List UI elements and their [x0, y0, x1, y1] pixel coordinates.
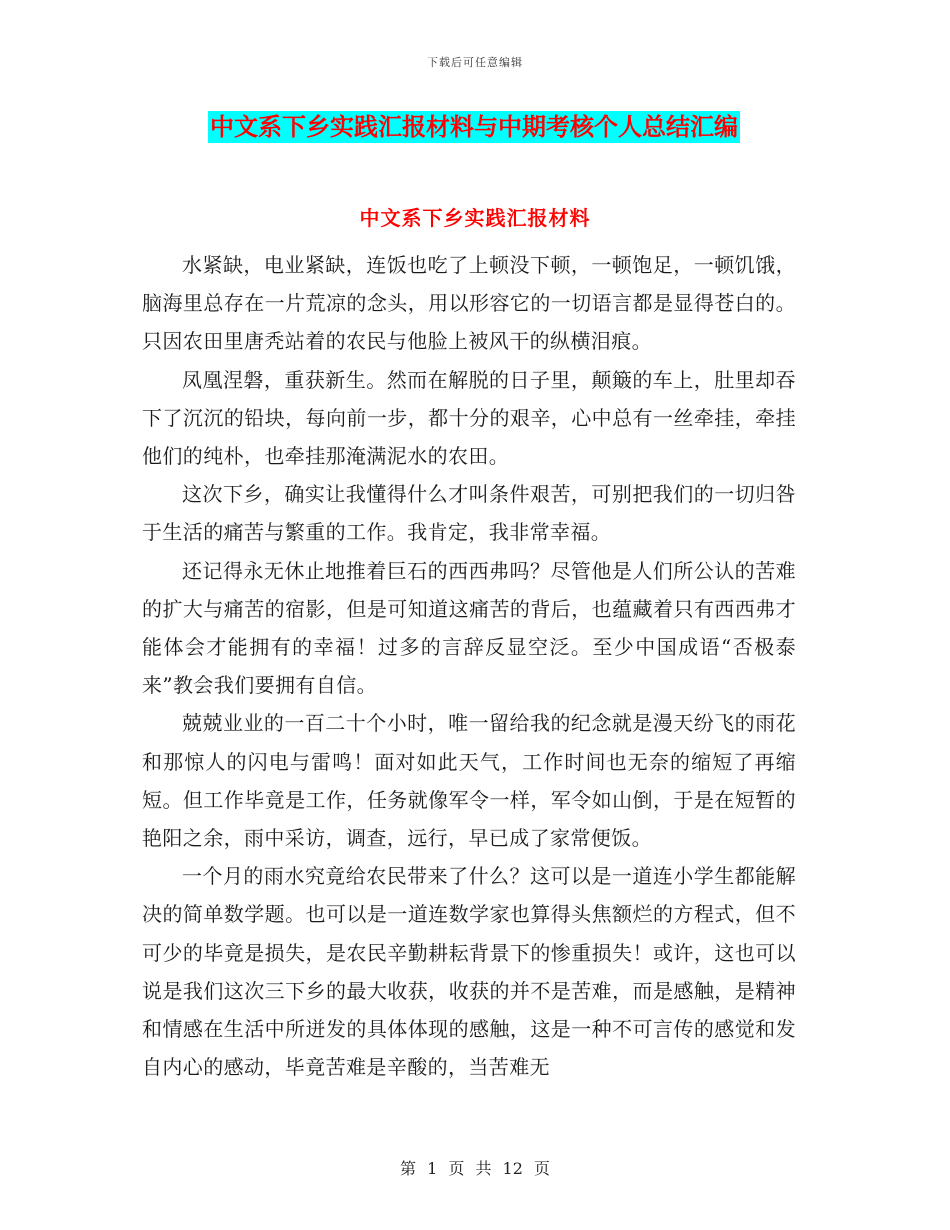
section-title: 中文系下乡实践汇报材料 — [359, 206, 591, 230]
body-paragraph: 这次下乡，确实让我懂得什么才叫条件艰苦，可别把我们的一切归咎于生活的痛苦与繁重的工作。我肯定，我非常幸福。 — [142, 482, 796, 545]
document-body — [142, 246, 796, 1086]
body-paragraph: 凤凰涅磐，重获新生。然而在解脱的日子里，颠簸的车上，肚里却吞下了沉沉的铅块，每向前一步，都十分的艰辛，心中总有一丝牵挂，牵挂他们的纯朴，也牵挂那淹满泥水的农田。 — [142, 367, 796, 469]
page-number-footer: 第 1 页 共 12 页 — [400, 1159, 550, 1178]
document-title: 中文系下乡实践汇报材料与中期考核个人总结汇编 — [210, 113, 738, 141]
body-paragraph: 水紧缺，电业紧缺，连饭也吃了上顿没下顿，一顿饱足，一顿饥饿，脑海里总存在一片荒凉的念头，用以形容它的一切语言都是显得苍白的。只因农田里唐秃站着的农民与他脸上被风干的纵横泪痕。 — [142, 253, 796, 354]
body-paragraph: 还记得永无休止地推着巨石的西西弗吗？尽管他是人们所公认的苦难的扩大与痛苦的宿影，但是可知道这痛苦的背后，也蕴藏着只有西西弗才能体会才能拥有的幸福！过多的言辞反显空泛。至少中国成语“否极泰来”教会我们要拥有自信。 — [142, 558, 796, 698]
body-paragraph: 兢兢业业的一百二十个小时，唯一留给我的纪念就是漫天纷飞的雨花和那惊人的闪电与雷鸣！面对如此天气，工作时间也无奈的缩短了再缩短。但工作毕竟是工作，任务就像军令一样，军令如山倒，于是在短暂的艳阳之余，雨中采访，调查，远行，早已成了家常便饭。 — [142, 711, 796, 851]
body-paragraph: 一个月的雨水究竟给农民带来了什么？这可以是一道连小学生都能解决的简单数学题。也可以是一道连数学家也算得头焦额烂的方程式，但不可少的毕竟是损失，是农民辛勤耕耘背景下的惨重损失！或许，这也可以说是我们这次三下乡的最大收获，收获的并不是苦难，而是感触，是精神和情感在生活中所迸发的具体体现的感触，这是一种不可言传的感觉和发自内心的感动，毕竟苦难是辛酸的，当苦难无 — [142, 864, 796, 1080]
page-header-note: 下载后可任意编辑 — [427, 56, 523, 69]
